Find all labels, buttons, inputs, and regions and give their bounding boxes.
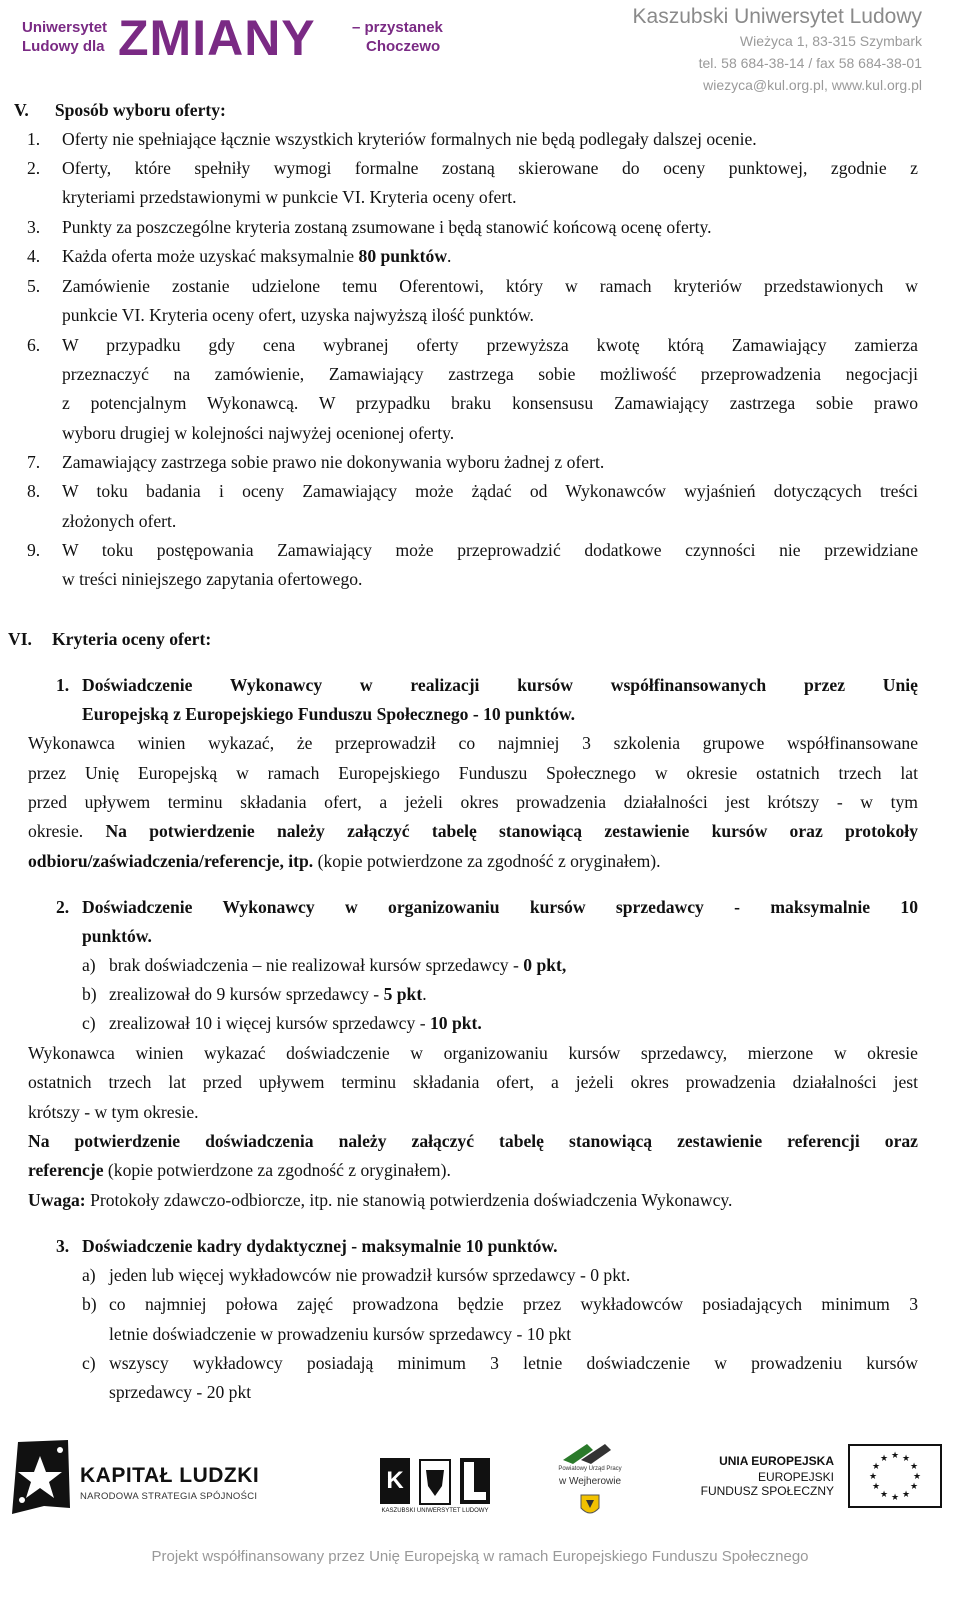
- list-item-text: Zamówienie zostanie udzielone temu Oferentowi, który w ramach kryteriów przedstawionych w: [62, 276, 918, 296]
- criterion-body: ostatnich trzech lat przed upływem terminu składania ofert, a jeżeli okres prowadzenia działalności jest: [28, 1072, 918, 1092]
- criterion-number-text: 3.: [56, 1236, 70, 1256]
- list-item-text-part: Każda oferta może uzyskać maksymalnie: [62, 246, 359, 266]
- criterion-confirm: Na potwierdzenie doświadczenia należy załączyć tabelę stanowiącą zestawienie referencji oraz: [28, 1131, 918, 1151]
- option-letter: a): [82, 955, 96, 975]
- kul-contact-block: [633, 4, 922, 96]
- svg-text:★: ★: [879, 1454, 889, 1464]
- list-item-text: Oferty nie spełniające łącznie wszystkich kryteriów formalnych nie będą podlegały dalszej ocenie.: [62, 129, 757, 149]
- logo-zmiany-word: ZMIANY: [118, 10, 316, 66]
- list-item-text: Zamawiający zastrzega sobie prawo nie dokonywania wyboru żadnej z ofert.: [62, 452, 605, 472]
- criterion-body: [28, 817, 918, 846]
- kul-logo: [380, 1456, 490, 1516]
- option-letter: b): [82, 984, 97, 1004]
- list-item-text: przeznaczyć na zamówienie, Zamawiający zastrzega sobie możliwość przeprowadzenia negocjacji: [62, 364, 918, 384]
- note-label: Uwaga:: [28, 1190, 86, 1210]
- list-item-text: Oferty, które spełniły wymogi formalne zostaną skierowane do oceny punktowej, zgodnie z: [62, 158, 918, 178]
- option-letter: c): [82, 1353, 96, 1373]
- kapital-ludzki-logo: [10, 1438, 270, 1518]
- svg-text:★: ★: [871, 1462, 881, 1472]
- svg-text:★: ★: [901, 1454, 911, 1464]
- kapital-ludzki-title: KAPITAŁ LUDZKI: [80, 1464, 260, 1487]
- list-item-text-part: .: [447, 246, 452, 266]
- list-item-number: 9.: [27, 540, 41, 560]
- logo-przystanek-text: [352, 18, 443, 56]
- pup-line1: Powiatowy Urząd Pracy: [558, 1466, 622, 1472]
- criterion-body-part: (kopie potwierdzone za zgodność z oryginałem).: [313, 851, 661, 871]
- option-points: 5 pkt: [383, 984, 423, 1004]
- option-letter: a): [82, 1265, 96, 1285]
- kul-name: Kaszubski Uniwersytet Ludowy: [632, 5, 922, 28]
- option-text: [109, 980, 427, 1009]
- svg-text:★: ★: [909, 1462, 919, 1472]
- logo-przystanek-line2: Choczewo: [366, 38, 441, 55]
- svg-text:★: ★: [890, 1493, 900, 1503]
- option-points: 10 pkt.: [429, 1013, 482, 1033]
- criterion-body: przed upływem terminu składania ofert, a jeżeli okres prowadzenia działalności jest krótszy - w tym: [28, 792, 918, 812]
- criterion-body: krótszy - w tym okresie.: [28, 1102, 199, 1122]
- section-vi-number: VI.: [8, 629, 32, 649]
- option-text: [109, 951, 566, 980]
- criterion-number: [56, 893, 69, 922]
- criterion-title: Doświadczenie kadry dydaktycznej - maksymalnie 10 punktów.: [82, 1236, 558, 1256]
- section-v-number: V.: [14, 100, 29, 120]
- criterion-body-bold: Na potwierdzenie należy załączyć tabelę stanowiącą zestawienie kursów oraz protokoły: [105, 821, 918, 841]
- criterion-confirm: [28, 1156, 451, 1185]
- eu-line2: EUROPEJSKI: [757, 1470, 834, 1484]
- list-item-text: W toku postępowania Zamawiający może przeprowadzić dodatkowe czynności nie przewidziane: [62, 540, 918, 560]
- section-v-heading: [14, 96, 226, 125]
- list-item-text: W przypadku gdy cena wybranej oferty przewyższa kwotę którą Zamawiający zamierza: [62, 335, 918, 355]
- pup-arrows-icon: [563, 1440, 619, 1464]
- option-text-part: brak doświadczenia – nie realizował kursów sprzedawcy -: [109, 955, 524, 975]
- option-text: wszyscy wykładowcy posiadają minimum 3 letnie doświadczenie w prowadzeniu kursów: [109, 1353, 918, 1373]
- list-item-text: W toku badania i oceny Zamawiający może żądać od Wykonawców wyjaśnień dotyczących treści: [62, 481, 918, 501]
- criterion-title: Europejską z Europejskiego Funduszu Społecznego - 10 punktów.: [82, 704, 576, 724]
- criterion-body: Wykonawca winien wykazać doświadczenie w organizowaniu kursów sprzedawcy, mierzone w okresie: [28, 1043, 918, 1063]
- criterion-body: przez Unię Europejską w ramach Europejskiego Funduszu Społecznego w okresie ostatnich trzech lat: [28, 763, 918, 783]
- option-text: sprzedawcy - 20 pkt: [109, 1382, 252, 1402]
- criterion-body-bold: odbioru/zaświadczenia/referencje, itp.: [28, 851, 314, 871]
- list-item-number: 7.: [27, 452, 41, 472]
- criterion-title: punktów.: [82, 926, 152, 946]
- criterion-body: [28, 847, 661, 876]
- criterion-number: [56, 671, 69, 700]
- kul-logo-caption: KASZUBSKI UNIWERSYTET LUDOWY: [381, 1508, 489, 1514]
- list-item-number: 5.: [27, 276, 41, 296]
- list-item-text: z potencjalnym Wykonawcą. W przypadku braku konsensusu Zamawiający zastrzega sobie prawo: [62, 393, 918, 413]
- kapital-ludzki-star-icon: [10, 1438, 72, 1514]
- svg-text:K: K: [386, 1467, 404, 1494]
- criterion-body-part: okresie.: [28, 821, 106, 841]
- logo-uni-text: [22, 18, 107, 56]
- pup-wejherowo-logo: [555, 1440, 625, 1520]
- option-text-part: zrealizował do 9 kursów sprzedawcy -: [109, 984, 384, 1004]
- option-points: 0 pkt,: [523, 955, 567, 975]
- list-item-number: 2.: [27, 158, 41, 178]
- list-item-text: w treści niniejszego zapytania ofertowego.: [62, 569, 363, 589]
- kul-emblem-icon: [380, 1456, 490, 1506]
- section-v-title: Sposób wyboru oferty:: [54, 100, 226, 120]
- note-text: Protokoły zdawczo-odbiorcze, itp. nie stanowią potwierdzenia doświadczenia Wykonawcy.: [85, 1190, 733, 1210]
- option-text: co najmniej połowa zajęć prowadzona będzie przez wykładowców posiadających minimum 3: [109, 1294, 918, 1314]
- footer-logos: [0, 1430, 960, 1530]
- zmiany-logo: [22, 10, 462, 66]
- section-vi-heading: [8, 625, 211, 654]
- svg-text:★: ★: [879, 1490, 889, 1500]
- option-text-part: .: [422, 984, 427, 1004]
- letterhead: [0, 0, 960, 100]
- criterion-title: Doświadczenie Wykonawcy w realizacji kursów współfinansowanych przez Unię: [82, 675, 918, 695]
- list-item-text: wyboru drugiej w kolejności najwyżej ocenionej oferty.: [62, 423, 455, 443]
- kul-phone: tel. 58 684-38-14 / fax 58 684-38-01: [698, 55, 922, 71]
- svg-text:★: ★: [868, 1472, 878, 1482]
- pup-coat-of-arms-icon: [580, 1494, 600, 1518]
- eu-line3: FUNDUSZ SPOŁECZNY: [700, 1484, 834, 1498]
- list-item-text: Punkty za poszczególne kryteria zostaną zsumowane i będą stanowić końcową ocenę oferty.: [62, 217, 712, 237]
- eu-flag-icon: [848, 1444, 942, 1508]
- kapital-ludzki-subtitle: NARODOWA STRATEGIA SPÓJNOŚCI: [80, 1491, 258, 1502]
- svg-text:★: ★: [909, 1482, 919, 1492]
- list-item-text: złożonych ofert.: [62, 511, 177, 531]
- criterion-confirm-bold: referencje: [28, 1160, 104, 1180]
- list-item-text: [62, 242, 451, 271]
- list-item-text: punkcie VI. Kryteria oceny ofert, uzyska najwyższą ilość punktów.: [62, 305, 534, 325]
- list-item-number: 3.: [27, 217, 41, 237]
- svg-text:★: ★: [890, 1451, 900, 1461]
- criterion-note: [28, 1186, 732, 1215]
- list-item-number: 8.: [27, 481, 41, 501]
- svg-text:★: ★: [912, 1472, 922, 1482]
- kul-address: Wieżyca 1, 83-315 Szymbark: [739, 33, 922, 49]
- criterion-confirm-part: (kopie potwierdzone za zgodność z oryginałem).: [103, 1160, 451, 1180]
- logo-uni-line2: Ludowy dla: [22, 38, 105, 55]
- list-item-number: 1.: [27, 129, 41, 149]
- list-item-text: kryteriami przedstawionymi w punkcie VI. Kryteria oceny ofert.: [62, 187, 517, 207]
- svg-text:★: ★: [871, 1482, 881, 1492]
- option-letter: c): [82, 1013, 96, 1033]
- option-text-part: zrealizował 10 i więcej kursów sprzedawcy -: [109, 1013, 430, 1033]
- eu-line1: UNIA EUROPEJSKA: [719, 1454, 834, 1468]
- list-item-number: 6.: [27, 335, 41, 355]
- criterion-number: [56, 1232, 69, 1261]
- eu-efs-logo: [700, 1444, 942, 1524]
- option-letter: b): [82, 1294, 97, 1314]
- criterion-body: Wykonawca winien wykazać, że przeprowadził co najmniej 3 szkolenia grupowe współfinansowane: [28, 733, 918, 753]
- criterion-number-text: 1.: [56, 675, 70, 695]
- option-text: [109, 1009, 482, 1038]
- logo-przystanek-line1: – przystanek: [352, 19, 443, 36]
- option-text: jeden lub więcej wykładowców nie prowadził kursów sprzedawcy - 0 pkt.: [109, 1265, 631, 1285]
- pup-line2: w Wejherowie: [558, 1476, 622, 1487]
- section-vi-title: Kryteria oceny ofert:: [51, 629, 212, 649]
- logo-uni-line1: Uniwersytet: [22, 19, 108, 36]
- project-cofinancing-note: Projekt współfinansowany przez Unię Europejską w ramach Europejskiego Funduszu Społecznego: [151, 1548, 809, 1565]
- criterion-title: Doświadczenie Wykonawcy w organizowaniu kursów sprzedawcy - maksymalnie 10: [82, 897, 918, 917]
- kul-web: wiezyca@kul.org.pl, www.kul.org.pl: [703, 77, 922, 93]
- list-item-number: 4.: [27, 246, 41, 266]
- criterion-number-text: 2.: [56, 897, 70, 917]
- max-points-bold: 80 punktów: [358, 246, 448, 266]
- svg-text:★: ★: [901, 1490, 911, 1500]
- option-text: letnie doświadczenie w prowadzeniu kursów sprzedawcy - 10 pkt: [109, 1324, 572, 1344]
